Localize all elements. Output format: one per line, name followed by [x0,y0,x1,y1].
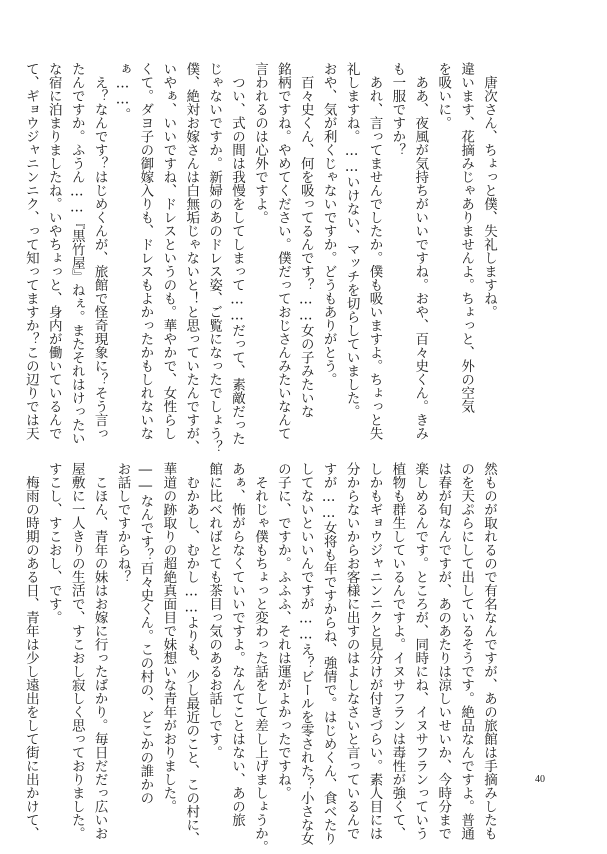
lower-text-line: むかあし、むかし……よりも、少し最近のこと、この村に、 [183,462,200,845]
lower-text-line: 楽しめるんです。ところが、同時にね、イヌサフランっていう [412,462,429,840]
upper-text-line: て、ギョウジャニンニク、って知ってますか？この辺りでは天 [22,62,39,440]
lower-text-line: 分からないからお客様に出すのはよしなさいと言っているんで [343,462,360,840]
upper-text-line: つい、式の間は我慢をしてしまって……だって、素敵だった [229,62,246,445]
upper-text-line: くて。ダヨ子の御嫁入りも、ドレスもよかったかもしれないな [137,62,154,440]
lower-text-line: してないといいんですが……え？ビールを零された？小さな女 [297,462,314,845]
upper-text-line: おや、気が利くじゃないですか。どうもありがとう。 [320,62,337,386]
lower-text-block [22,462,500,854]
lower-text-line: すが……女将も年ですからね、強情で。はじめくん、食べたり [320,462,337,845]
upper-text-line: ああ、夜風が気持ちがいいですね。おや、百々史くん。きみ [412,62,429,440]
upper-text-line: 僕、絶対お嫁さんは白無垢じゃないと！と思っていたんですが、 [183,62,200,454]
lower-text-line: 館に比べればとても茶目っ気のあるお話しです。 [206,462,223,759]
upper-text-line: いやぁ、いいですね、ドレスというのも。華やかで、女性らし [160,62,177,440]
upper-text-line: も一服ですか？ [389,62,406,157]
upper-text-block [22,62,500,454]
lower-text-line: こほん、青年の妹はお嫁に行ったばかり。毎日だだっ広いお [91,462,108,840]
upper-text-line: 唐次さん、ちょっと僕、失礼しますね。 [481,62,497,319]
upper-text-line: じゃないですか。新婦のあのドレス姿、ご覧になったでしょう？ [206,62,223,454]
lower-text-line: 屋敷に一人きりの生活で、すこおし寂しく思っておりました。 [68,462,85,840]
lower-text-line: あぁ、怖がらなくていいですよ。なんてことはない、あの旅 [229,462,246,827]
upper-text-line: え？なんです？はじめくんが、旅館で怪奇現象に？そう言っ [91,62,108,440]
upper-text-line: を吸いに。 [435,62,452,130]
lower-text-line: 植物も群生しているんですよ。イヌサフランは毒性が強くて、 [389,462,406,840]
lower-text-line: 梅雨の時期のある日、青年は少し遠出をして街に出かけて、 [22,462,39,840]
upper-text-line: な宿に泊まりましたね。いやちょっと、身内が働いているんで [45,62,62,440]
lower-text-line: しかもギョウジャニンニクと見分けが付きづらい。素人目には [366,462,383,840]
upper-text-line: 百々史くん、何を吸ってるんです？……女の子みたいな [297,62,314,418]
lower-text-line: の子に、ですか。ふふふ、それは運がよかったですね。 [274,462,291,800]
lower-text-line: は春が旬なんですが、あのあたりは涼しいせいか、今時分まで [435,462,452,840]
lower-text-line: お話しですからね？ [114,462,131,584]
page-number: 40 [535,774,545,785]
lower-text-line: 然ものが取れるので有名なんですが、あの旅館は手摘みしたも [481,462,497,840]
upper-text-line: 言われるのは心外ですよ。 [251,62,268,224]
upper-text-line: ぁ……。 [114,62,131,121]
lower-text-line: ――なんです？百々史くん。この村の、どこかの誰かの [137,462,154,805]
lower-text-line: 華道の跡取りの超絶真面目で妹想いな青年がおりました。 [160,462,177,813]
lower-text-line: すこし、すこおし、です。 [45,462,62,624]
upper-text-line: 銘柄ですね。やめてください。僕だっておじさんみたいなんて [274,62,291,440]
upper-text-line: 違います、花摘みじゃありませんよ。ちょっと、外の空気 [458,62,475,413]
upper-text-line: 礼しますね。……いけない、マッチを切らしていました。 [343,62,360,418]
lower-text-line: のを天ぷらにして出しているそうです。絶品なんですよ。普通 [458,462,475,840]
upper-text-line: たんですか。ふうん……『黒竹屋』ねぇ。またそれはけったい [68,62,85,445]
lower-text-line: それじゃ僕もちょっと変わった話をして差し上げましょうか。 [251,462,268,854]
upper-text-line: あれ、言ってませんでしたか。僕も吸いますよ。ちょっと失 [366,62,383,440]
